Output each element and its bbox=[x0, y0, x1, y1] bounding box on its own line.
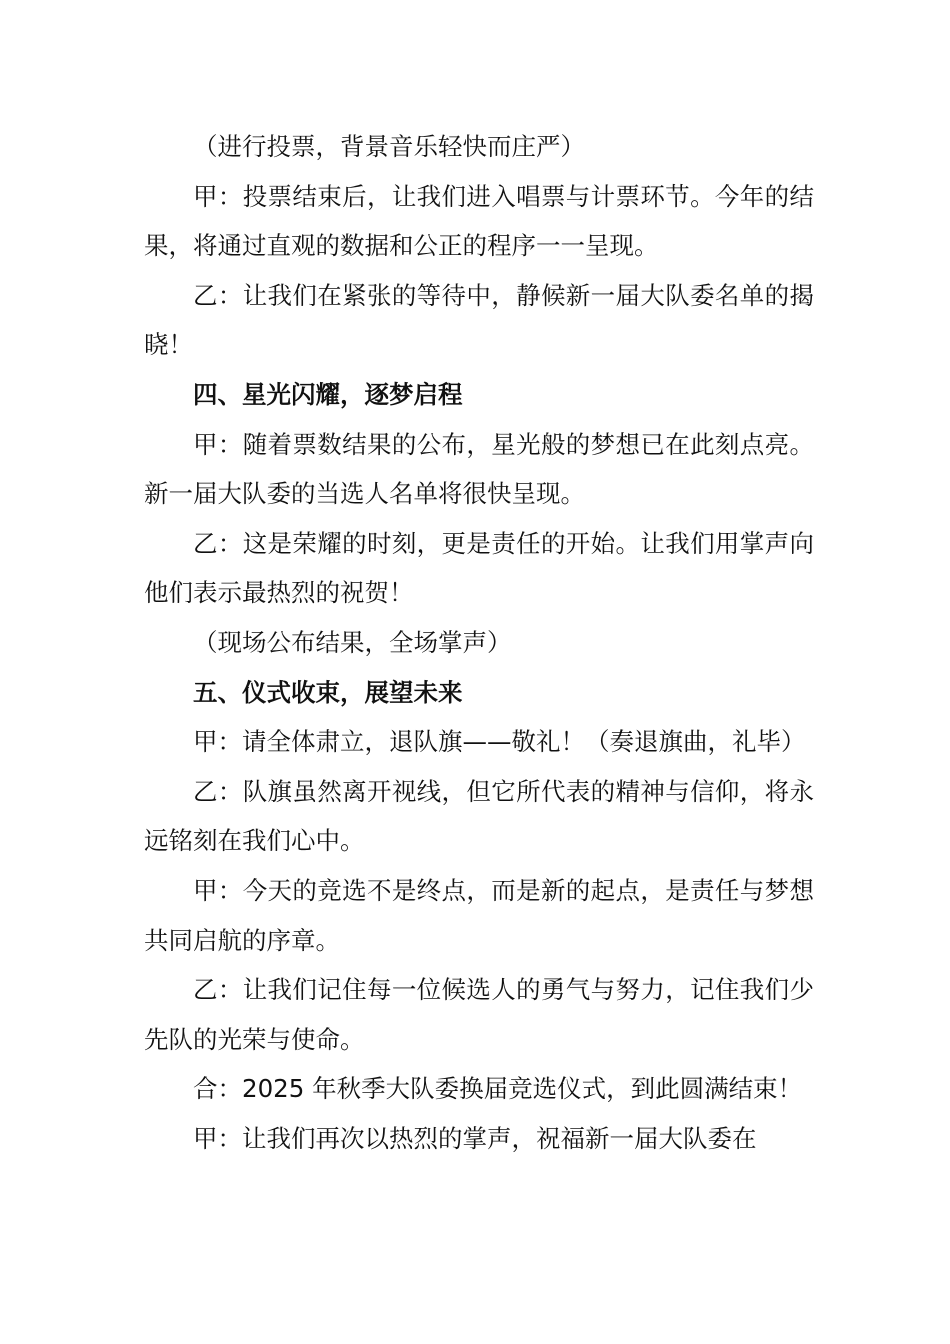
dialogue-yi-congratulations: 乙：这是荣耀的时刻，更是责任的开始。让我们用掌声向他们表示最热烈的祝贺！ bbox=[144, 528, 814, 608]
document-body bbox=[144, 122, 814, 1163]
dialogue-yi-spirit: 乙：队旗虽然离开视线，但它所代表的精神与信仰，将永远铭刻在我们心中。 bbox=[144, 776, 814, 856]
dialogue-jia-flag: 甲：请全体肃立，退队旗——敬礼！（奏退旗曲，礼毕） bbox=[193, 727, 806, 757]
stage-direction-voting: （进行投票，背景音乐轻快而庄严） bbox=[193, 132, 585, 161]
dialogue-jia-counting: 甲：投票结束后，让我们进入唱票与计票环节。今年的结果，将通过直观的数据和公正的程序一一呈现。 bbox=[144, 181, 814, 261]
dialogue-yi-remember: 乙：让我们记住每一位候选人的勇气与努力，记住我们少先队的光荣与使命。 bbox=[144, 975, 814, 1054]
dialogue-yi-waiting: 乙：让我们在紧张的等待中，静候新一届大队委名单的揭晓！ bbox=[144, 280, 814, 360]
dialogue-jia-blessing: 甲：让我们再次以热烈的掌声，祝福新一届大队委在 bbox=[193, 1123, 757, 1153]
stage-direction-announcement: （现场公布结果，全场掌声） bbox=[193, 627, 512, 657]
dialogue-jia-new-start: 甲：今天的竞选不是终点，而是新的起点，是责任与梦想共同启航的序章。 bbox=[144, 875, 814, 955]
dialogue-together-closing: 合：2025 年秋季大队委换届竞选仪式，到此圆满结束！ bbox=[193, 1074, 803, 1104]
section-heading-4: 四、星光闪耀，逐梦启程 bbox=[193, 379, 463, 409]
dialogue-jia-results: 甲：随着票数结果的公布，星光般的梦想已在此刻点亮。新一届大队委的当选人名单将很快呈现。 bbox=[144, 429, 814, 509]
section-heading-5: 五、仪式收束，展望未来 bbox=[193, 677, 463, 707]
